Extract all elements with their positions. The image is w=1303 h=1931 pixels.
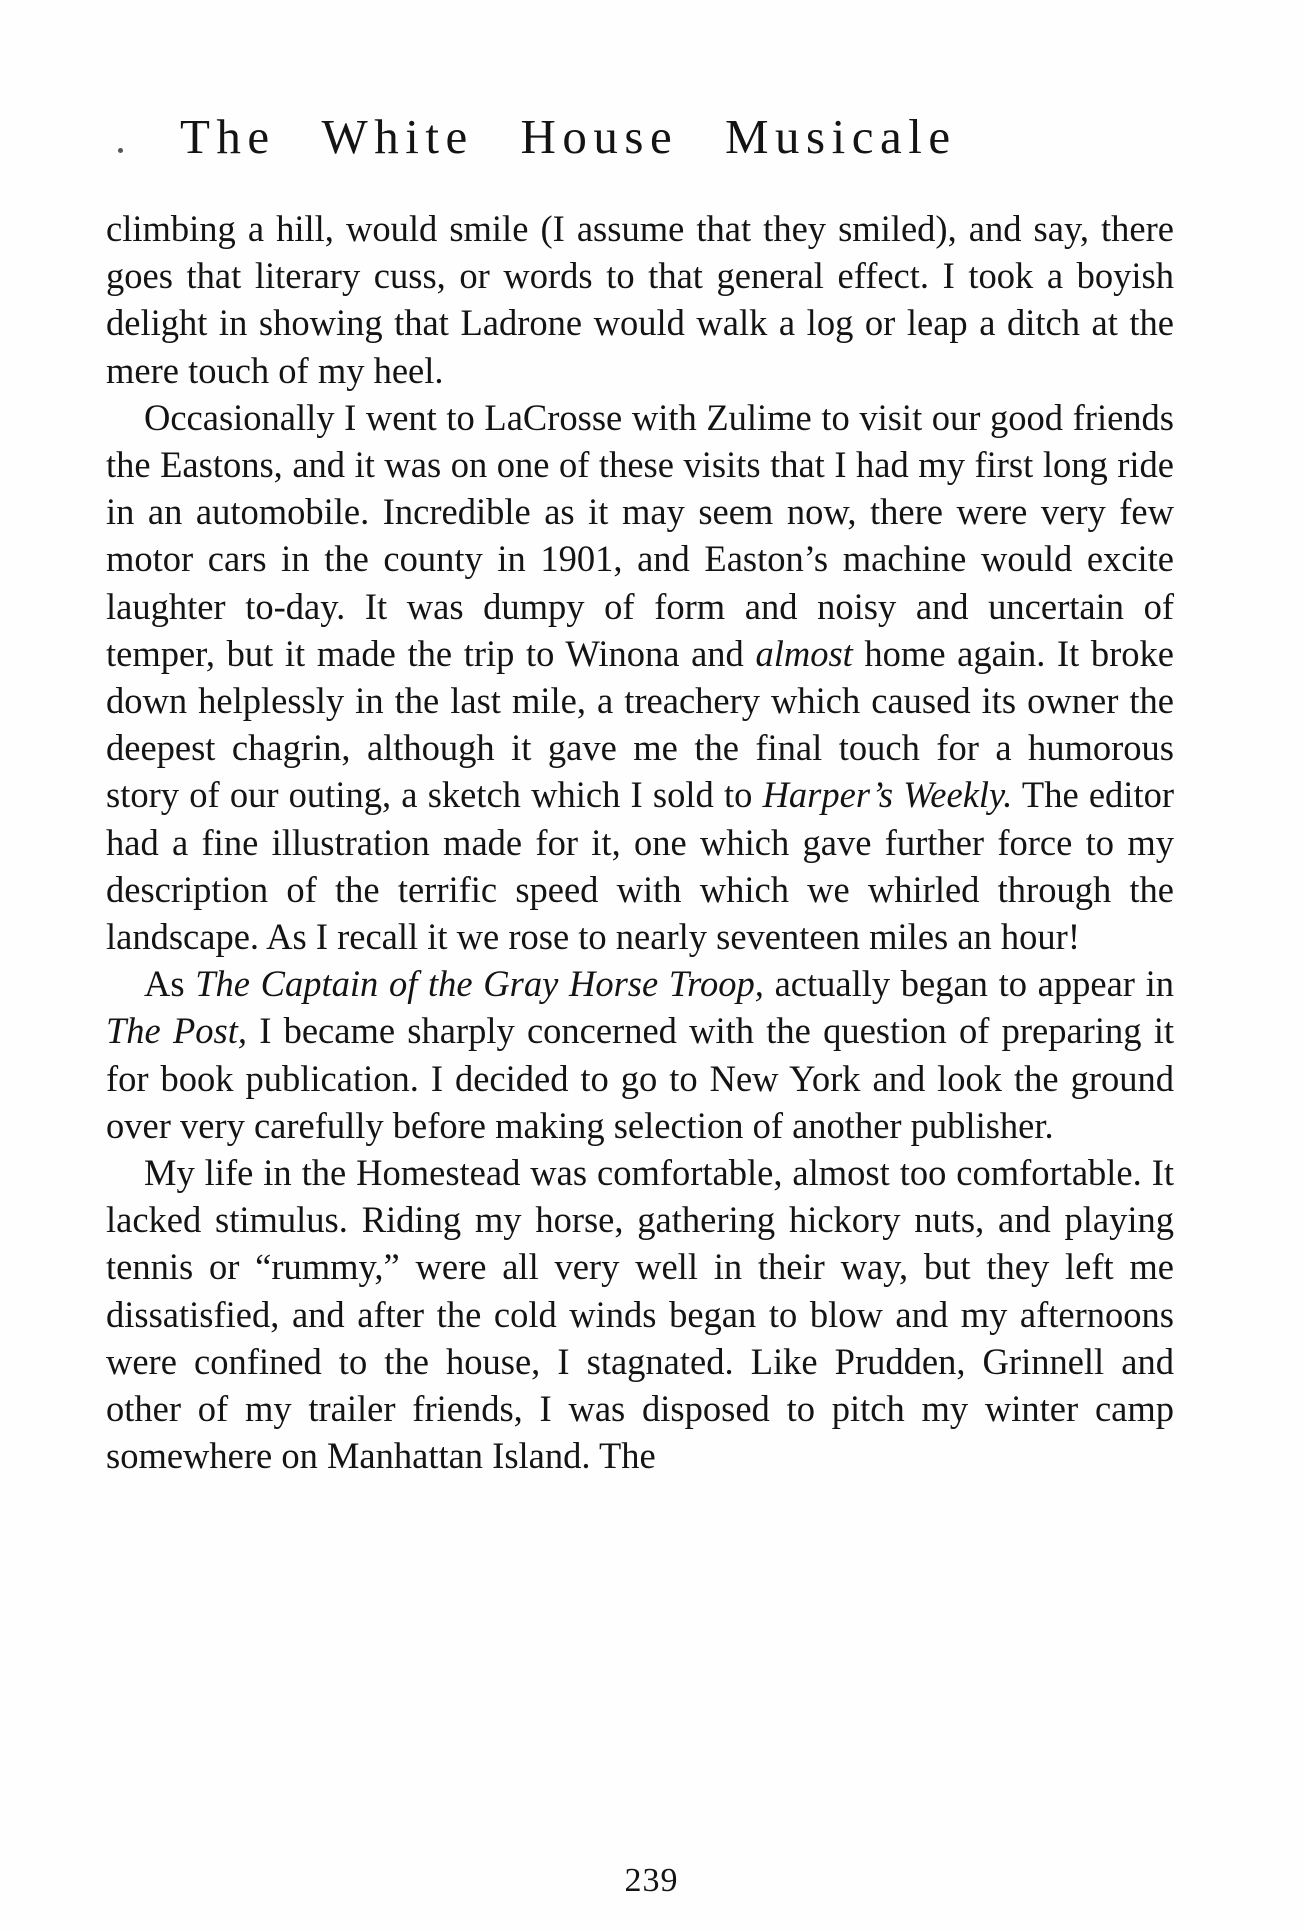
paragraph-2-run-3: home again. It broke down helplessly in the last mile, a treachery which caused its owner the deepest chagrin, although it gave me the final touch for a humorous story of our outing, a sketch which I sold to <box>106 632 1174 816</box>
paragraph-2-run-5: The editor had a fine illustration made for it, one which gave further force to my description of the terrific speed with which we whirled through the landscape. As I recall it we rose to nearly seventeen miles an hour! <box>106 774 1174 958</box>
paragraph-3-italic-the-post: The Post, <box>106 1010 247 1052</box>
paragraph-3-run-1: As <box>144 963 196 1005</box>
paragraph-3-italic-book-title: The Captain of the Gray Horse Troop, <box>195 963 764 1005</box>
paragraph-4 <box>106 1149 1174 1479</box>
running-head: The White House Musicale <box>180 109 957 164</box>
body-text <box>106 205 1174 1479</box>
paragraph-3-run-5: I became sharply concerned with the question of preparing it for book publication. I decided to go to New York and look the ground over very carefully before making selection of another publisher. <box>106 1010 1174 1146</box>
paragraph-2-run-1: Occasionally I went to LaCrosse with Zulime to visit our good friends the Eastons, and it was on one of these visits that I had my first long ride in an automobile. Incredible as it may seem now, there were very few motor cars in the county in 1901, and Easton’s machine would excite laughter to-day. It was dumpy of form and noisy and uncertain of temper, but it made the trip to Winona and <box>106 396 1174 674</box>
paragraph-3-run-3: actually began to appear in <box>763 963 1174 1005</box>
paragraph-2-italic-almost: almost <box>755 632 853 674</box>
paragraph-2-italic-harpers-weekly: Harper’s Weekly. <box>762 774 1013 816</box>
page-number: 239 <box>624 1862 679 1899</box>
paragraph-4-run-1: My life in the Homestead was comfortable, almost too comfortable. It lacked stimulus. Riding my horse, gathering hickory nuts, and playing tennis or “rummy,” were all very well in their way, but they left me dissatisfied, and after the cold winds began to blow and my afternoons were confined to the house, I stagnated. Like Prudden, Grinnell and other of my trailer friends, I was disposed to pitch my winter camp somewhere on Manhattan Island. The <box>106 1152 1174 1477</box>
paragraph-3 <box>106 960 1174 1149</box>
paragraph-2 <box>106 394 1174 960</box>
header-dot-mark <box>118 148 123 153</box>
paragraph-1 <box>106 205 1174 394</box>
paragraph-1-run-1: climbing a hill, would smile (I assume that they smiled), and say, there goes that literary cuss, or words to that general effect. I took a boyish delight in showing that Ladrone would walk a log or leap a ditch at the mere touch of my heel. <box>106 208 1174 391</box>
